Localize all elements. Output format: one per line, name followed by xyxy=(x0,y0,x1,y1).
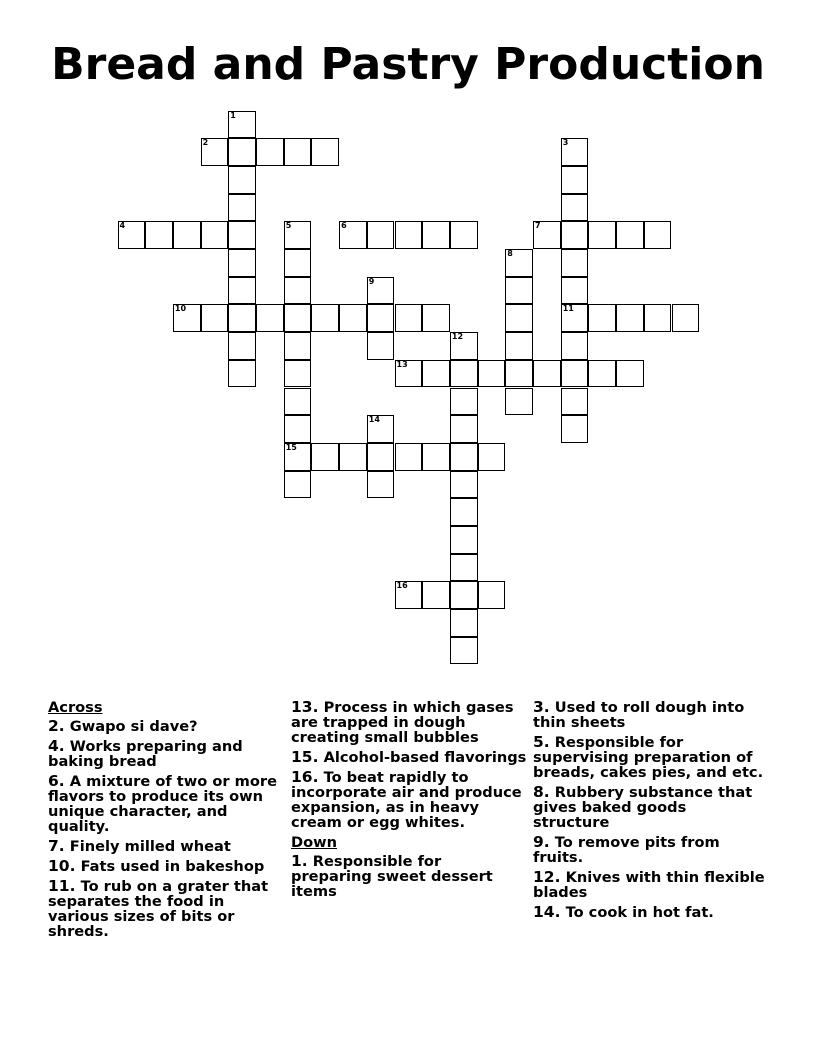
grid-cell[interactable] xyxy=(505,332,533,360)
clue-text: Works preparing and baking bread xyxy=(48,738,243,770)
grid-cell[interactable] xyxy=(450,471,478,499)
grid-cell[interactable] xyxy=(450,609,478,637)
grid-cell[interactable] xyxy=(201,221,229,249)
clue-text: To remove pits from fruits. xyxy=(533,834,720,866)
cell-number: 10 xyxy=(174,304,187,314)
grid-cell[interactable] xyxy=(561,138,589,166)
grid-cell[interactable] xyxy=(450,554,478,582)
clue-item xyxy=(291,750,527,765)
clue-number: 12. xyxy=(533,868,561,886)
clue-item xyxy=(533,785,765,830)
across-heading: Across xyxy=(48,699,103,716)
grid-cell[interactable] xyxy=(228,194,256,222)
grid-cell[interactable] xyxy=(644,304,672,332)
grid-cell[interactable] xyxy=(616,360,644,388)
clue-item xyxy=(533,870,765,900)
grid-cell[interactable] xyxy=(505,304,533,332)
clue-column xyxy=(291,700,527,904)
grid-cell[interactable] xyxy=(201,138,229,166)
grid-cell[interactable] xyxy=(339,443,367,471)
clue-text: Gwapo si dave? xyxy=(69,718,198,735)
clue-item xyxy=(533,735,765,780)
grid-cell[interactable] xyxy=(145,221,173,249)
clue-number: 7. xyxy=(48,837,65,855)
cell-number: 7 xyxy=(535,221,541,231)
cell-number: 6 xyxy=(341,221,347,231)
cell-number: 1 xyxy=(230,110,236,120)
clue-text: To rub on a grater that separates the food in various sizes of bits or shreds. xyxy=(48,878,269,940)
grid-cell[interactable] xyxy=(533,221,561,249)
grid-cell[interactable] xyxy=(284,221,312,249)
clue-text: Process in which gases are trapped in dough creating small bubbles xyxy=(291,699,514,746)
grid-cell[interactable] xyxy=(422,443,450,471)
cell-number: 15 xyxy=(285,442,297,452)
cell-number: 12 xyxy=(451,332,464,342)
clue-text: Responsible for supervising preparation of breads, cakes pies, and etc. xyxy=(533,734,764,781)
clue-item xyxy=(48,719,280,734)
clue-text: Used to roll dough into thin sheets xyxy=(533,699,745,731)
clue-item xyxy=(48,839,280,854)
cell-number: 2 xyxy=(202,138,209,148)
grid-cell[interactable] xyxy=(367,415,395,443)
grid-cell[interactable] xyxy=(588,360,616,388)
grid-cell[interactable] xyxy=(478,443,506,471)
grid-cell[interactable] xyxy=(395,221,423,249)
grid-cell[interactable] xyxy=(284,443,312,471)
grid-cell[interactable] xyxy=(561,221,589,249)
grid-cell[interactable] xyxy=(561,277,589,305)
cell-number: 5 xyxy=(285,221,292,231)
grid-cell[interactable] xyxy=(395,304,423,332)
grid-cell[interactable] xyxy=(422,581,450,609)
grid-cell[interactable] xyxy=(228,304,256,332)
clue-item xyxy=(291,770,527,830)
page-title: Bread and Pastry Production xyxy=(51,39,765,90)
clue-number: 10. xyxy=(48,857,76,875)
grid-cell[interactable] xyxy=(561,249,589,277)
clue-number: 9. xyxy=(533,833,550,851)
grid-cell[interactable] xyxy=(284,415,312,443)
down-heading: Down xyxy=(291,834,338,851)
grid-cell[interactable] xyxy=(367,443,395,471)
clue-number: 14. xyxy=(533,903,561,921)
grid-cell[interactable] xyxy=(478,360,506,388)
clue-number: 11. xyxy=(48,877,76,895)
clue-number: 5. xyxy=(533,733,550,751)
grid-cell[interactable] xyxy=(561,194,589,222)
grid-cell[interactable] xyxy=(450,415,478,443)
grid-cell[interactable] xyxy=(505,360,533,388)
grid-cell[interactable] xyxy=(450,581,478,609)
clue-item xyxy=(48,774,280,834)
clue-item xyxy=(48,739,280,769)
cell-number: 16 xyxy=(396,581,408,591)
clue-item xyxy=(291,854,527,899)
grid-cell[interactable] xyxy=(478,581,506,609)
grid-cell[interactable] xyxy=(367,332,395,360)
grid-cell[interactable] xyxy=(422,304,450,332)
cell-number: 14 xyxy=(368,415,380,425)
grid-cell[interactable] xyxy=(672,304,700,332)
clue-number: 16. xyxy=(291,768,319,786)
clue-text: A mixture of two or more flavors to produce its own unique character, and quality. xyxy=(48,773,277,835)
grid-cell[interactable] xyxy=(228,111,256,139)
grid-cell[interactable] xyxy=(284,332,312,360)
grid-cell[interactable] xyxy=(228,277,256,305)
grid-cell[interactable] xyxy=(367,304,395,332)
grid-cell[interactable] xyxy=(395,581,423,609)
cell-number: 3 xyxy=(562,138,569,148)
grid-cell[interactable] xyxy=(311,304,339,332)
cell-number: 13 xyxy=(396,359,408,369)
grid-cell[interactable] xyxy=(505,388,533,416)
clue-item xyxy=(533,905,765,920)
grid-cell[interactable] xyxy=(395,360,423,388)
clue-number: 2. xyxy=(48,717,65,735)
grid-cell[interactable] xyxy=(450,360,478,388)
grid-cell[interactable] xyxy=(228,166,256,194)
clue-number: 6. xyxy=(48,772,65,790)
grid-cell[interactable] xyxy=(339,304,367,332)
grid-cell[interactable] xyxy=(505,249,533,277)
grid-cell[interactable] xyxy=(284,138,312,166)
grid-cell[interactable] xyxy=(201,304,229,332)
clue-item xyxy=(533,835,765,865)
clue-number: 8. xyxy=(533,783,550,801)
grid-cell[interactable] xyxy=(561,360,589,388)
grid-cell[interactable] xyxy=(228,332,256,360)
clue-number: 13. xyxy=(291,698,319,716)
grid-cell[interactable] xyxy=(450,388,478,416)
grid-cell[interactable] xyxy=(367,221,395,249)
grid-cell[interactable] xyxy=(616,221,644,249)
grid-cell[interactable] xyxy=(367,471,395,499)
clue-number: 3. xyxy=(533,698,550,716)
clue-number: 4. xyxy=(48,737,65,755)
clue-column xyxy=(533,700,765,925)
cell-number: 8 xyxy=(507,249,513,258)
grid-cell[interactable] xyxy=(616,304,644,332)
grid-cell[interactable] xyxy=(561,332,589,360)
grid-cell[interactable] xyxy=(422,360,450,388)
grid-cell[interactable] xyxy=(228,138,256,166)
grid-cell[interactable] xyxy=(284,388,312,416)
grid-cell[interactable] xyxy=(450,526,478,554)
grid-cell[interactable] xyxy=(450,443,478,471)
grid-cell[interactable] xyxy=(284,360,312,388)
grid-cell[interactable] xyxy=(284,249,312,277)
grid-cell[interactable] xyxy=(561,388,589,416)
clue-text: Fats used in bakeshop xyxy=(80,858,265,875)
grid-cell[interactable] xyxy=(367,277,395,305)
grid-cell[interactable] xyxy=(533,360,561,388)
grid-cell[interactable] xyxy=(311,443,339,471)
clue-text: To beat rapidly to incorporate air and produce expansion, as in heavy cream or egg whites. xyxy=(291,769,522,831)
grid-cell[interactable] xyxy=(561,304,589,332)
grid-cell[interactable] xyxy=(450,498,478,526)
clue-text: Finely milled wheat xyxy=(69,838,231,855)
clue-number: 15. xyxy=(291,748,319,766)
grid-cell[interactable] xyxy=(228,221,256,249)
grid-cell[interactable] xyxy=(228,249,256,277)
grid-cell[interactable] xyxy=(561,166,589,194)
clue-text: Alcohol-based flavorings xyxy=(323,749,527,766)
grid-cell[interactable] xyxy=(173,221,201,249)
grid-cell[interactable] xyxy=(450,332,478,360)
clue-text: Knives with thin flexible blades xyxy=(533,869,765,901)
grid-cell[interactable] xyxy=(311,138,339,166)
clue-item xyxy=(48,879,280,939)
grid-cell[interactable] xyxy=(588,304,616,332)
clue-item xyxy=(291,700,527,745)
grid-cell[interactable] xyxy=(561,415,589,443)
grid-cell[interactable] xyxy=(284,277,312,305)
cell-number: 11 xyxy=(562,304,574,314)
clue-text: Rubbery substance that gives baked goods structure xyxy=(533,784,753,831)
grid-cell[interactable] xyxy=(395,443,423,471)
clue-number: 1. xyxy=(291,852,308,870)
clue-item xyxy=(533,700,765,730)
cell-number: 4 xyxy=(119,221,126,231)
grid-cell[interactable] xyxy=(173,304,201,332)
grid-cell[interactable] xyxy=(284,304,312,332)
grid-cell[interactable] xyxy=(339,221,367,249)
grid-cell[interactable] xyxy=(118,221,146,249)
grid-cell[interactable] xyxy=(422,221,450,249)
grid-cell[interactable] xyxy=(505,277,533,305)
grid-cell[interactable] xyxy=(644,221,672,249)
grid-cell[interactable] xyxy=(588,221,616,249)
clue-text: To cook in hot fat. xyxy=(565,904,714,921)
clue-item xyxy=(48,859,280,874)
grid-cell[interactable] xyxy=(228,360,256,388)
grid-cell[interactable] xyxy=(256,138,284,166)
grid-cell[interactable] xyxy=(450,637,478,665)
clue-text: Responsible for preparing sweet dessert items xyxy=(291,853,493,900)
clue-column xyxy=(48,700,280,944)
grid-cell[interactable] xyxy=(256,304,284,332)
grid-cell[interactable] xyxy=(450,221,478,249)
grid-cell[interactable] xyxy=(284,471,312,499)
cell-number: 9 xyxy=(368,276,375,286)
